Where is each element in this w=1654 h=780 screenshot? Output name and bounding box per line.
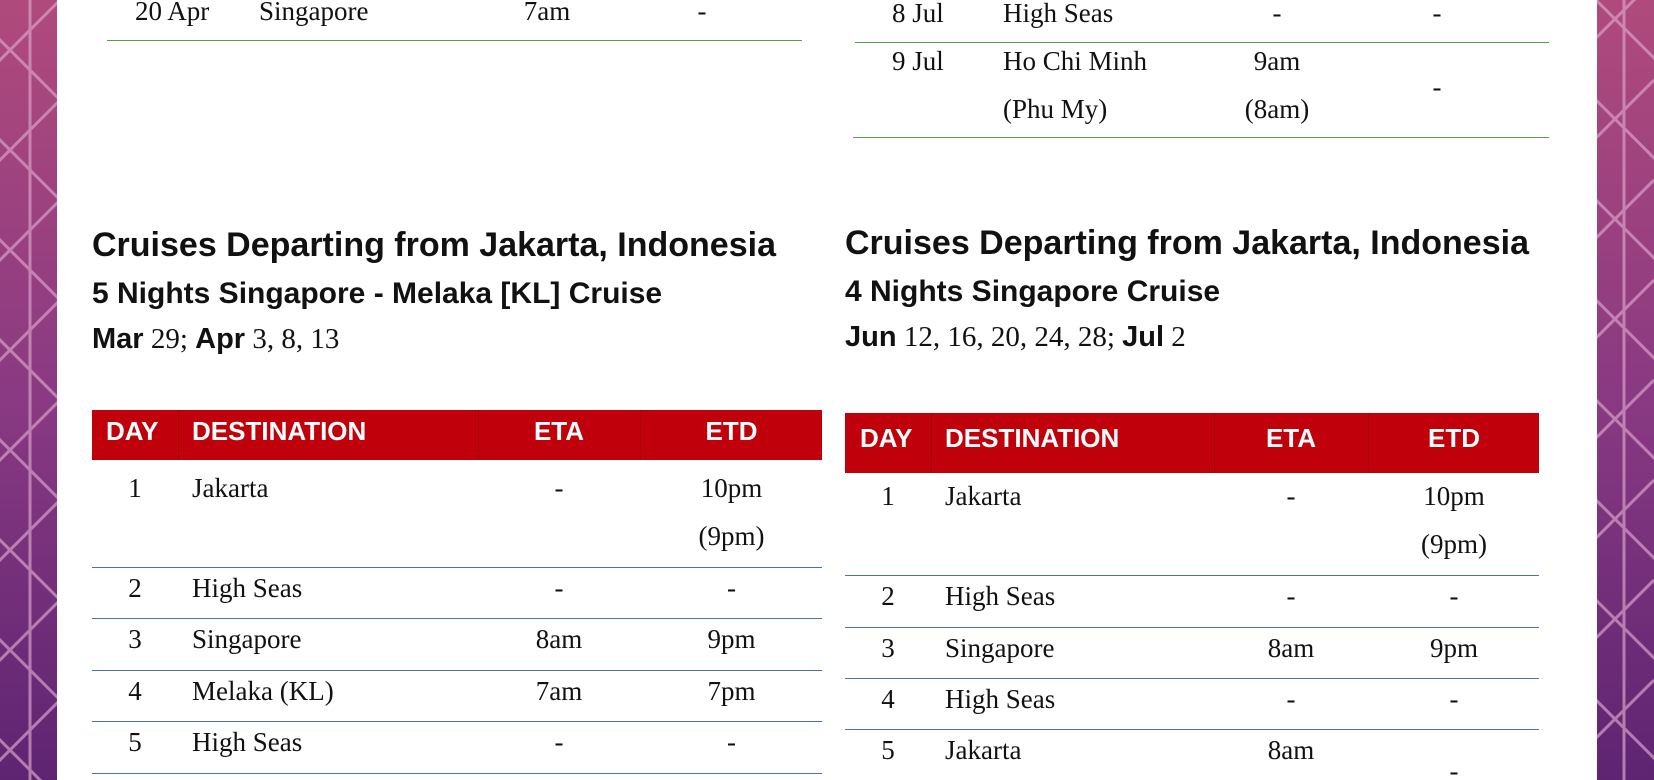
- col-eta-header: ETA: [533, 416, 585, 446]
- row-destination: Melaka (KL): [192, 676, 334, 706]
- row-eta: -: [1286, 581, 1296, 611]
- row-destination: Singapore: [192, 624, 302, 654]
- right-border-pattern: [1596, 0, 1654, 780]
- row-day: 5: [128, 727, 142, 757]
- col-destination-header: DESTINATION: [945, 423, 1120, 453]
- top-right-eta-1: -: [1272, 0, 1282, 28]
- row-day: 3: [881, 633, 895, 663]
- row-eta: -: [554, 573, 564, 603]
- section-heading: Cruises Departing from Jakarta, Indonesia: [845, 224, 1529, 262]
- row-divider: [845, 678, 1539, 679]
- row-divider: [92, 773, 822, 774]
- row-divider: [845, 627, 1539, 628]
- cruise-title: 4 Nights Singapore Cruise: [845, 275, 1221, 308]
- row-etd-alt: (9pm): [698, 521, 765, 551]
- top-right-eta-2b: (8am): [1244, 94, 1310, 124]
- row-etd: -: [727, 727, 736, 757]
- section-heading: Cruises Departing from Jakarta, Indonesia: [92, 226, 776, 264]
- row-eta: -: [554, 473, 564, 503]
- date-days: 2: [1164, 321, 1186, 353]
- top-right-destination-1: High Seas: [1003, 0, 1114, 28]
- row-destination: High Seas: [192, 573, 303, 603]
- row-day: 2: [128, 573, 142, 603]
- row-destination: High Seas: [945, 581, 1056, 611]
- row-day: 4: [881, 684, 895, 714]
- row-divider: [845, 729, 1539, 730]
- top-left-destination: Singapore: [259, 0, 369, 26]
- col-eta-header: ETA: [1265, 423, 1317, 453]
- date-days: 29;: [143, 323, 196, 355]
- table-rule: [853, 137, 1549, 138]
- cruise-title: 5 Nights Singapore - Melaka [KL] Cruise: [92, 277, 663, 310]
- row-etd: -: [727, 573, 736, 603]
- row-destination: Jakarta: [945, 735, 1022, 765]
- top-right-destination-2: Ho Chi Minh: [1003, 46, 1148, 76]
- row-eta: -: [554, 727, 564, 757]
- itinerary-table-header: [92, 410, 822, 460]
- row-etd: 9pm: [707, 624, 756, 654]
- row-etd-alt: (9pm): [1421, 529, 1487, 559]
- row-divider: [92, 618, 822, 619]
- row-etd: -: [1449, 756, 1459, 780]
- sailing-dates: [92, 323, 339, 356]
- row-destination: Jakarta: [945, 481, 1022, 511]
- row-day: 1: [881, 481, 895, 511]
- row-divider: [92, 567, 822, 568]
- row-day: 1: [128, 473, 142, 503]
- row-divider: [845, 575, 1539, 576]
- row-eta: -: [1286, 684, 1296, 714]
- row-etd: -: [1449, 581, 1459, 611]
- table-rule: [107, 40, 802, 41]
- column-divider: [178, 410, 179, 460]
- row-eta: 7am: [535, 676, 583, 706]
- row-etd: 10pm: [700, 473, 763, 503]
- date-month: Jul: [1122, 321, 1165, 353]
- row-day: 5: [881, 735, 895, 765]
- document-page: [57, 0, 1597, 780]
- row-destination: Singapore: [945, 633, 1055, 663]
- row-eta: 8am: [535, 624, 583, 654]
- top-left-eta: 7am: [523, 0, 571, 26]
- row-day: 3: [128, 624, 142, 654]
- top-right-etd-1: -: [1432, 0, 1442, 28]
- col-etd-header: ETD: [1428, 423, 1480, 453]
- top-right-destination-2b: (Phu My): [1003, 94, 1108, 124]
- row-destination: High Seas: [945, 684, 1056, 714]
- col-etd-header: ETD: [705, 416, 758, 446]
- row-eta: -: [1286, 481, 1296, 511]
- row-destination: Jakarta: [192, 473, 269, 503]
- row-etd: 7pm: [707, 676, 756, 706]
- row-day: 4: [128, 676, 142, 706]
- itinerary-table-header: [845, 413, 1539, 473]
- date-month: Jun: [845, 321, 897, 353]
- top-right-day-2: 9 Jul: [892, 46, 944, 76]
- col-day-header: DAY: [860, 423, 913, 453]
- row-etd: 10pm: [1423, 481, 1485, 511]
- col-day-header: DAY: [106, 416, 159, 446]
- table-rule: [855, 42, 1549, 43]
- date-month: Mar: [92, 323, 144, 355]
- column-divider: [931, 413, 932, 473]
- col-destination-header: DESTINATION: [192, 416, 367, 446]
- row-divider: [92, 670, 822, 671]
- top-left-etd: -: [697, 0, 707, 26]
- date-days: 3, 8, 13: [245, 323, 340, 355]
- sailing-dates: [845, 321, 1186, 354]
- top-right-etd-2: -: [1432, 72, 1442, 102]
- row-etd: -: [1449, 684, 1459, 714]
- row-divider: [92, 721, 822, 722]
- top-right-day-1: 8 Jul: [892, 0, 944, 28]
- top-right-eta-2: 9am: [1253, 46, 1301, 76]
- top-left-day: 20 Apr: [135, 0, 210, 26]
- left-border-pattern: [0, 0, 60, 780]
- row-eta: 8am: [1267, 735, 1315, 765]
- row-eta: 8am: [1267, 633, 1315, 663]
- row-etd: 9pm: [1429, 633, 1478, 663]
- row-destination: High Seas: [192, 727, 303, 757]
- row-day: 2: [881, 581, 895, 611]
- date-month: Apr: [195, 323, 246, 355]
- date-days: 12, 16, 20, 24, 28;: [896, 321, 1123, 353]
